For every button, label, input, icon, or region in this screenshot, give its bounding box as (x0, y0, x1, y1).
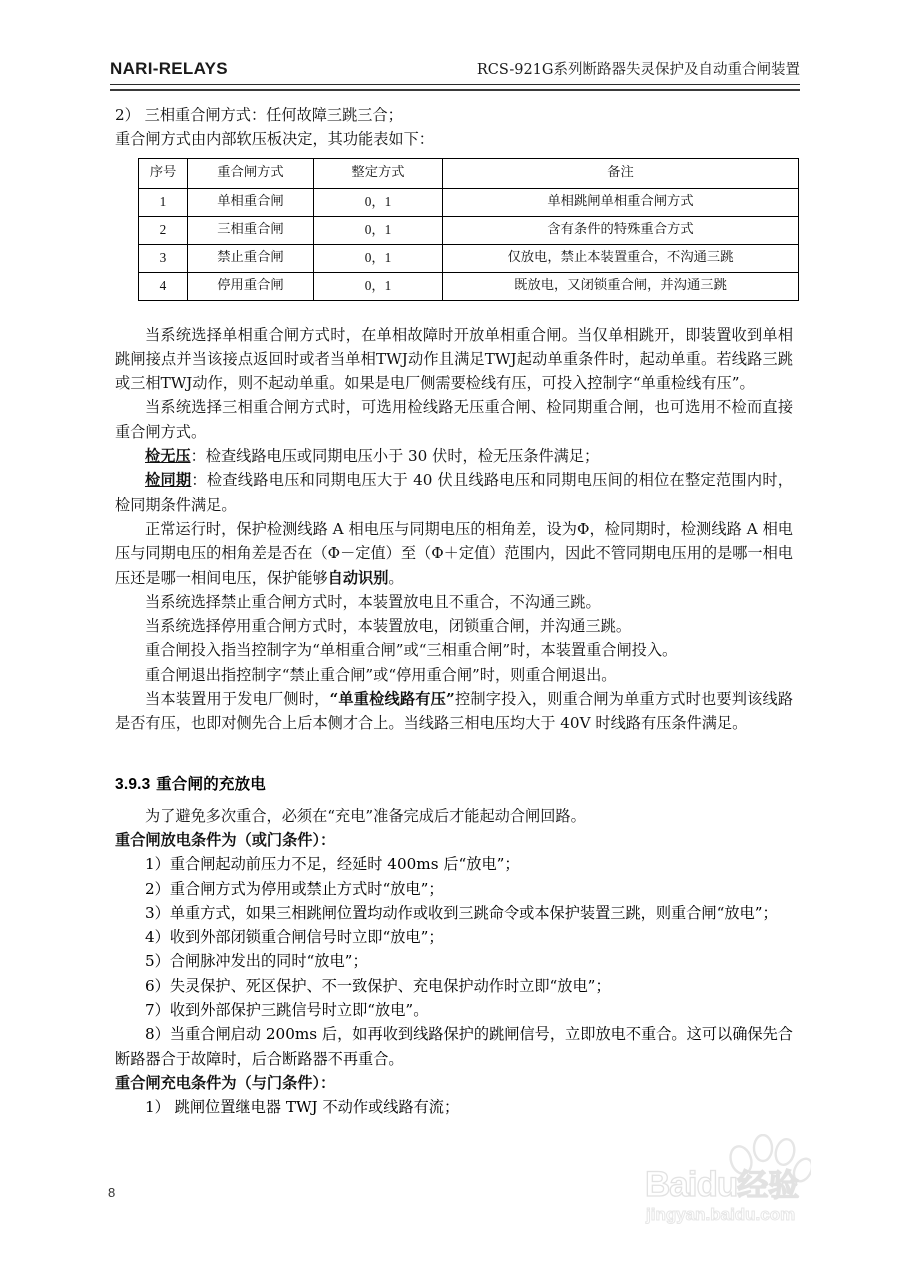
table-row (139, 188, 799, 216)
watermark-brand-latin: Baidu (645, 1165, 738, 1204)
cell-remark: 既放电，又闭锁重合闸，并沟通三跳 (443, 272, 799, 300)
paragraph-three-phase-reclose: 当系统选择三相重合闸方式时，可选用检线路无压重合闸、检同期重合闸，也可选用不检而直接重合闸方式。 (115, 398, 793, 441)
header-title: RCS-921G系列断路器失灵保护及自动重合闸装置 (476, 62, 800, 78)
reclose-mode-table-wrapper (138, 158, 793, 301)
col-header-no: 序号 (139, 158, 188, 188)
cell-remark: 含有条件的特殊重合方式 (443, 216, 799, 244)
list-item: 6）失灵保护、死区保护、不一致保护、充电保护动作时立即“放电”； (145, 976, 611, 995)
spacer-before-section (115, 736, 793, 772)
paragraph-single-phase-reclose: 当系统选择单相重合闸方式时，在单相故障时开放单相重合闸。当仅单相跳开，即装置收到单相跳闸接点并当该接点返回时或者当单相TWJ动作且满足TWJ起动单重条件时，起动单重。若线路三跳或三相TWJ动作，则不起动单重。如果是电厂侧需要检线有压，可投入控制字“单重检线有压”。 (115, 325, 793, 393)
discharge-conditions-heading: 重合闸放电条件为（或门条件）： (115, 830, 336, 849)
text-phase-angle-b: 。 (388, 568, 404, 587)
text-power-plant-b: 控制字投入，则重合闸为单重方式时也要判该线路是否有压，也即对侧先合上后本侧才合上。当线路三相电压均大于 40V 时线路有压条件满足。 (115, 690, 794, 733)
intro-line-1: 2） 三相重合闸方式：任何故障三跳三合； (115, 106, 403, 124)
table-header-row (139, 158, 799, 188)
text-sync-check: ：检查线路电压和同期电压大于 40 伏且线路电压和同期电压间的相位在整定范围内时，检同期条件满足。 (115, 471, 793, 514)
cell-mode: 三相重合闸 (188, 216, 314, 244)
paragraph-phase-angle (115, 517, 793, 590)
text-no-voltage-check: ：检查线路电压或同期电压小于 30 伏时，检无压条件满足； (190, 447, 600, 466)
paragraph-prohibit-reclose: 当系统选择禁止重合闸方式时，本装置放电且不重合，不沟通三跳。 (145, 592, 601, 611)
section-lead-paragraph: 为了避免多次重合，必须在“充电”准备完成后才能起动合闸回路。 (145, 806, 586, 825)
emphasis-auto-identify: 自动识别 (327, 568, 389, 587)
header-rule-thin (110, 84, 800, 85)
cell-setting: 0，1 (314, 272, 443, 300)
table-body (139, 188, 799, 300)
cell-mode: 禁止重合闸 (188, 244, 314, 272)
list-item: 1）重合闸起动前压力不足，经延时 400ms 后“放电”； (145, 855, 520, 874)
cell-no: 1 (139, 188, 188, 216)
text-phase-angle-a: 正常运行时，保护检测线路 A 相电压与同期电压的相角差，设为Φ，检同期时，检测线路 A 相电压与同期电压的相角差是否在（Φ－定值）至（Φ＋定值）范围内，因此不管同期电压用的是哪一相电压还是哪一相间电压，保护能够 (115, 519, 793, 587)
charge-conditions-heading: 重合闸充电条件为（与门条件）： (115, 1073, 336, 1092)
list-item: 8）当重合闸启动 200ms 后，如再收到线路保护的跳闸信号，立即放电不重合。这可以确保先合断路器合于故障时，后合断路器不再重合。 (115, 1025, 793, 1068)
label-no-voltage-check: 检无压 (145, 447, 191, 466)
section-heading (115, 772, 793, 794)
page-number: 8 (108, 1185, 116, 1200)
page-header (110, 58, 800, 79)
cell-setting: 0，1 (314, 216, 443, 244)
paw-print-icon (723, 1134, 811, 1190)
cell-mode: 停用重合闸 (188, 272, 314, 300)
section-title-text: 重合闸的充放电 (156, 773, 266, 793)
cell-remark: 单相跳闸单相重合闸方式 (443, 188, 799, 216)
document-body (115, 103, 793, 1120)
paragraph-disable-reclose: 当系统选择停用重合闸方式时，本装置放电，闭锁重合闸，并沟通三跳。 (145, 617, 631, 636)
text-power-plant-a: 当本装置用于发电厂侧时， (145, 690, 330, 709)
table-head (139, 158, 799, 188)
cell-mode: 单相重合闸 (188, 188, 314, 216)
cell-no: 3 (139, 244, 188, 272)
paragraph-reclose-enabled: 重合闸投入指当控制字为“单相重合闸”或“三相重合闸”时，本装置重合闸投入。 (145, 641, 678, 660)
cell-no: 2 (139, 216, 188, 244)
cell-setting: 0，1 (314, 244, 443, 272)
header-brand: NARI-RELAYS (110, 59, 228, 78)
list-item: 5）合闸脉冲发出的同时“放电”； (145, 952, 368, 971)
cell-setting: 0，1 (314, 188, 443, 216)
list-item: 3）单重方式，如果三相跳闸位置均动作或收到三跳命令或本保护装置三跳，则重合闸“放电”； (145, 903, 778, 922)
label-sync-check: 检同期 (145, 471, 192, 490)
list-item: 4）收到外部闭锁重合闸信号时立即“放电”； (145, 928, 444, 947)
list-item: 1） 跳闸位置继电器 TWJ 不动作或线路有流； (145, 1098, 460, 1117)
table-row (139, 244, 799, 272)
intro-line-2: 重合闸方式由内部软压板决定，其功能表如下： (115, 130, 434, 149)
spacer-after-heading (115, 794, 793, 804)
paragraph-no-voltage-check (115, 444, 793, 468)
list-item: 2）重合闸方式为停用或禁止方式时“放电”； (145, 879, 444, 898)
paragraph-reclose-exit: 重合闸退出指控制字“禁止重合闸”或“停用重合闸”时，则重合闸退出。 (145, 665, 617, 684)
cell-no: 4 (139, 272, 188, 300)
header-rule-thick (110, 89, 800, 91)
list-item: 7）收到外部保护三跳信号时立即“放电”。 (145, 1001, 429, 1020)
watermark-url: jingyan.baidu.com (646, 1205, 796, 1224)
paragraph-sync-check (115, 468, 793, 517)
table-row (139, 272, 799, 300)
col-header-remark: 备注 (443, 158, 799, 188)
col-header-setting: 整定方式 (314, 158, 443, 188)
spacer-after-table (115, 301, 793, 323)
emphasis-line-voltage-check: “单重检线路有压” (329, 690, 455, 709)
watermark-brand (645, 1160, 799, 1205)
paragraph-power-plant-side (115, 687, 793, 736)
watermark-brand-cn: 经验 (737, 1168, 800, 1204)
baidu-watermark (645, 1138, 885, 1238)
cell-remark: 仅放电，禁止本装置重合，不沟通三跳 (443, 244, 799, 272)
reclose-mode-table (138, 158, 799, 301)
section-number: 3.9.3 (115, 775, 151, 793)
col-header-mode: 重合闸方式 (188, 158, 314, 188)
table-row (139, 216, 799, 244)
